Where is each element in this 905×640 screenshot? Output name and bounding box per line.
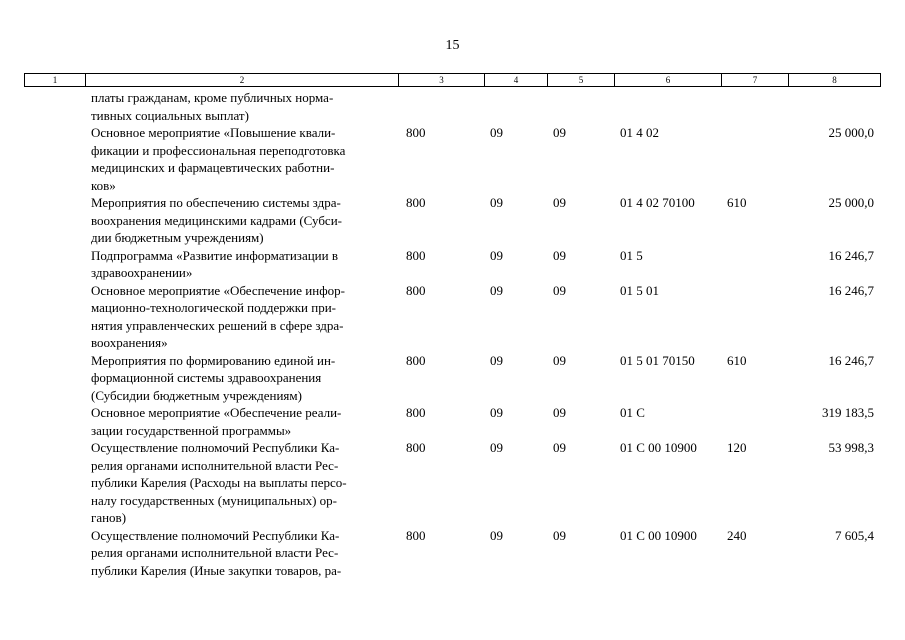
row-number-cell	[24, 124, 85, 194]
pr-cell: 09	[553, 282, 566, 298]
pr-cell: 09	[553, 527, 566, 543]
item-name-cell	[85, 247, 398, 282]
csr-cell: 01 С	[620, 405, 645, 420]
page-number: 15	[445, 38, 460, 53]
item-name-cell	[85, 404, 398, 439]
sum-cell	[788, 89, 880, 124]
table-row	[24, 439, 880, 527]
pr-cell: 09	[553, 247, 566, 263]
ved-cell: 800	[406, 527, 426, 543]
item-name-cell	[85, 124, 398, 194]
item-name-line: воохранения медицинскими кадрами (Субси-	[91, 212, 342, 228]
item-name-line: Основное мероприятие «Обеспечение инфор-	[91, 282, 345, 298]
item-name-line: Мероприятия по обеспечению системы здра-	[91, 195, 341, 210]
table-row	[24, 404, 880, 439]
pr-cell: 09	[553, 125, 566, 140]
item-name-line: нятия управленческих решений в сфере здра-	[91, 317, 344, 333]
row-number-cell	[24, 89, 85, 124]
sum-cell: 25 000,0	[828, 125, 874, 140]
csr-cell: 01 4 02 70100	[620, 195, 695, 210]
table-row	[24, 282, 880, 352]
rz-cell: 09	[490, 247, 503, 263]
rz-cell	[484, 89, 547, 124]
vr-cell	[721, 282, 788, 352]
item-name-cell	[85, 194, 398, 247]
sum-cell: 7 605,4	[835, 527, 874, 543]
pr-cell: 09	[553, 195, 566, 210]
item-name-line: Подпрограмма «Развитие информатизации в	[91, 247, 338, 263]
item-name-line: Осуществление полномочий Республики Ка-	[91, 440, 340, 455]
row-number-cell	[24, 247, 85, 282]
column-header-2: 2	[86, 74, 399, 87]
item-name-line: публики Карелия (Иные закупки товаров, ра-	[91, 562, 342, 578]
table-row	[24, 124, 880, 194]
row-number-cell	[24, 352, 85, 405]
csr-cell: 01 С 00 10900	[620, 527, 697, 543]
item-name-line: тивных социальных выплат)	[91, 107, 249, 123]
item-name-cell	[85, 89, 398, 124]
pr-cell: 09	[553, 440, 566, 455]
sum-cell: 16 246,7	[828, 352, 874, 368]
vr-cell	[721, 124, 788, 194]
item-name-line: релия органами исполнительной власти Рес-	[91, 545, 339, 560]
item-name-line: публики Карелия (Расходы на выплаты персо-	[91, 475, 347, 490]
rz-cell: 09	[490, 527, 503, 543]
row-number-cell	[24, 439, 85, 527]
sum-cell: 16 246,7	[828, 247, 874, 263]
vr-cell: 610	[727, 195, 747, 210]
column-header-1: 1	[25, 74, 86, 87]
item-name-line: релия органами исполнительной власти Рес-	[91, 457, 339, 473]
column-header-3: 3	[399, 74, 485, 87]
vr-cell	[721, 404, 788, 439]
item-name-line: зации государственной программы»	[91, 422, 292, 438]
table-row	[24, 247, 880, 282]
item-name-line: Основное мероприятие «Обеспечение реали-	[91, 405, 342, 420]
csr-cell: 01 С 00 10900	[620, 440, 697, 455]
table-row	[24, 89, 880, 124]
csr-cell: 01 5 01 70150	[620, 352, 695, 368]
sum-cell: 25 000,0	[828, 195, 874, 210]
csr-cell	[614, 89, 721, 124]
column-header-row	[24, 73, 881, 87]
rz-cell: 09	[490, 440, 503, 455]
item-name-line: медицинских и фармацевтических работни-	[91, 160, 335, 175]
item-name-cell	[85, 439, 398, 527]
sum-cell: 16 246,7	[828, 282, 874, 298]
rz-cell: 09	[490, 405, 503, 420]
ved-cell	[398, 89, 484, 124]
sum-cell: 53 998,3	[828, 440, 874, 455]
item-name-line: фикации и профессиональная переподготовка	[91, 142, 346, 158]
vr-cell	[721, 89, 788, 124]
table-row	[24, 352, 880, 405]
ved-cell: 800	[406, 440, 426, 455]
item-name-line: формационной системы здравоохранения	[91, 370, 322, 385]
rz-cell: 09	[490, 282, 503, 298]
item-name-line: Мероприятия по формированию единой ин-	[91, 352, 336, 368]
ved-cell: 800	[406, 195, 426, 210]
ved-cell: 800	[406, 125, 426, 140]
row-number-cell	[24, 282, 85, 352]
vr-cell: 240	[727, 527, 747, 543]
column-header-7: 7	[722, 74, 789, 87]
item-name-line: (Субсидии бюджетным учреждениям)	[91, 387, 302, 403]
row-number-cell	[24, 194, 85, 247]
rz-cell: 09	[490, 195, 503, 210]
budget-table	[24, 89, 880, 579]
table-row	[24, 527, 880, 580]
pr-cell: 09	[553, 405, 566, 420]
column-header-6: 6	[615, 74, 722, 87]
column-header-8: 8	[789, 74, 881, 87]
item-name-line: мационно-технологической поддержки при-	[91, 300, 337, 315]
ved-cell: 800	[406, 405, 426, 420]
item-name-line: воохранения»	[91, 335, 168, 350]
rz-cell: 09	[490, 352, 503, 368]
sum-cell: 319 183,5	[822, 405, 874, 420]
vr-cell: 610	[727, 352, 747, 368]
pr-cell	[547, 89, 614, 124]
ved-cell: 800	[406, 247, 426, 263]
table-row	[24, 194, 880, 247]
vr-cell	[721, 247, 788, 282]
item-name-line: платы гражданам, кроме публичных норма-	[91, 90, 334, 105]
rz-cell: 09	[490, 125, 503, 140]
item-name-line: налу государственных (муниципальных) ор-	[91, 492, 337, 508]
item-name-line: дии бюджетным учреждениям)	[91, 230, 264, 245]
row-number-cell	[24, 404, 85, 439]
column-header-5: 5	[548, 74, 615, 87]
item-name-cell	[85, 527, 398, 580]
item-name-cell	[85, 352, 398, 405]
ved-cell: 800	[406, 282, 426, 298]
item-name-cell	[85, 282, 398, 352]
item-name-line: ганов)	[91, 510, 127, 525]
ved-cell: 800	[406, 352, 426, 368]
csr-cell: 01 5 01	[620, 282, 659, 298]
item-name-line: Основное мероприятие «Повышение квали-	[91, 125, 336, 140]
csr-cell: 01 4 02	[620, 125, 659, 140]
row-number-cell	[24, 527, 85, 580]
item-name-line: Осуществление полномочий Республики Ка-	[91, 527, 340, 543]
column-header-4: 4	[485, 74, 548, 87]
item-name-line: ков»	[91, 177, 116, 193]
pr-cell: 09	[553, 352, 566, 368]
csr-cell: 01 5	[620, 247, 643, 263]
item-name-line: здравоохранении»	[91, 265, 193, 280]
vr-cell: 120	[727, 440, 747, 455]
